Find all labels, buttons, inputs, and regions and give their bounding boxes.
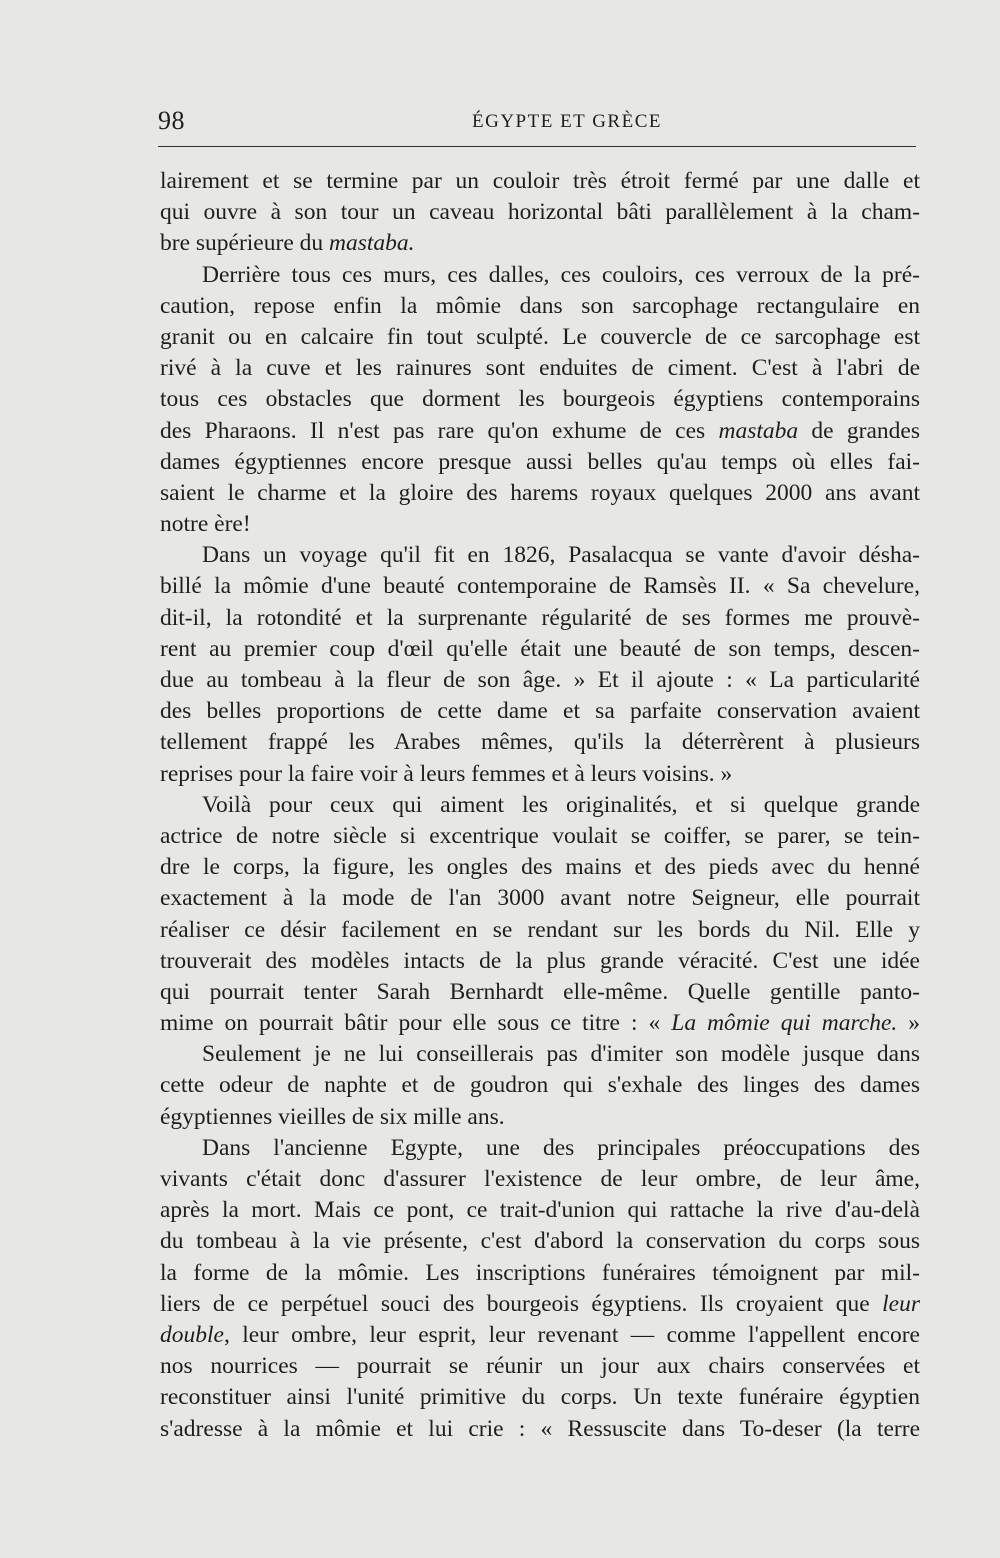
text-line: dit-il, la rotondité et la surprenante régularité de ses formes me prouvè- (160, 604, 920, 631)
text-line: réaliser ce désir facilement en se rendant sur les bords du Nil. Elle y (160, 916, 920, 943)
italic-term: leur (882, 1290, 920, 1317)
text-line: granit ou en calcaire fin tout sculpté. Le couvercle de ce sarcophage est (160, 323, 920, 350)
italic-title: La mômie qui marche. (671, 1010, 898, 1037)
header-rule (158, 146, 916, 147)
text-line: Voilà pour ceux qui aiment les originalités, et si quelque grande (202, 791, 920, 818)
text-line: due au tombeau à la fleur de son âge. » Et il ajoute : « La particularité (160, 667, 920, 693)
text-line: vivants c'était donc d'assurer l'existence de leur ombre, de leur âme, (160, 1166, 920, 1192)
text-line: des Pharaons. Il n'est pas rare qu'on exhume de ces mastaba de grandes (160, 417, 920, 444)
text-line: Derrière tous ces murs, ces dalles, ces couloirs, ces verroux de la pré- (202, 261, 920, 288)
text-line: mime on pourrait bâtir pour elle sous ce titre : « La mômie qui marche. » (160, 1010, 920, 1037)
text-line: caution, repose enfin la mômie dans son sarcophage rectangulaire en (160, 292, 920, 319)
text-line: dames égyptiennes encore presque aussi belles qu'au temps où elles fai- (160, 448, 920, 475)
text-line: nos nourrices — pourrait se réunir un jour aux chairs conservées et (160, 1353, 920, 1380)
text-line: cette odeur de naphte et de goudron qui s'exhale des linges des dames (160, 1072, 920, 1099)
text-line: la forme de la mômie. Les inscriptions funéraires témoignent par mil- (160, 1259, 920, 1286)
text-line: tellement frappé les Arabes mêmes, qu'ils la déterrèrent à plusieurs (160, 729, 920, 756)
text-line: dre le corps, la figure, les ongles des mains et des pieds avec du henné (160, 854, 920, 881)
text-line: liers de ce perpétuel souci des bourgeois égyptiens. Ils croyaient que leur (160, 1290, 920, 1317)
italic-term: double (160, 1321, 224, 1348)
text-line: qui pourrait tenter Sarah Bernhardt elle-même. Quelle gentille panto- (160, 978, 920, 1005)
text-line: Dans un voyage qu'il fit en 1826, Pasalacqua se vante d'avoir désha- (202, 542, 920, 569)
text-line: trouverait des modèles intacts de la plus grande véracité. C'est une idée (160, 947, 920, 974)
text-line: reconstituer ainsi l'unité primitive du corps. Un texte funéraire égyptien (160, 1384, 920, 1411)
text-line: s'adresse à la mômie et lui crie : « Ressuscite dans To-deser (la terre (160, 1415, 920, 1442)
text-line: notre ère! (160, 511, 251, 538)
text-line: rent au premier coup d'œil qu'elle était une beauté de son temps, descen- (160, 635, 920, 662)
text-line: égyptiennes vieilles de six mille ans. (160, 1103, 505, 1130)
italic-term: mastaba. (329, 230, 415, 257)
text-line: Seulement je ne lui conseillerais pas d'imiter son modèle jusque dans (202, 1041, 920, 1068)
body-text (160, 166, 920, 1445)
text-line: lairement et se termine par un couloir très étroit fermé par une dalle et (160, 168, 920, 194)
text-line: après la mort. Mais ce pont, ce trait-d'union qui rattache la rive d'au-delà (160, 1197, 920, 1224)
running-title: ÉGYPTE ET GRÈCE (472, 111, 662, 132)
italic-term: mastaba (718, 417, 799, 444)
page-number: 98 (158, 106, 185, 135)
text-line: exactement à la mode de l'an 3000 avant notre Seigneur, elle pourrait (160, 885, 920, 912)
text-line: rivé à la cuve et les rainures sont enduites de ciment. C'est à l'abri de (160, 355, 920, 382)
text-line: actrice de notre siècle si excentrique voulait se coiffer, se parer, se tein- (160, 822, 920, 849)
text-line: Dans l'ancienne Egypte, une des principales préoccupations des (202, 1134, 920, 1161)
page-header (158, 104, 916, 144)
text-line: billé la mômie d'une beauté contemporaine de Ramsès II. « Sa chevelure, (160, 573, 920, 600)
text-line: bre supérieure du mastaba. (160, 230, 415, 257)
text-line: des belles proportions de cette dame et sa parfaite conservation avaient (160, 698, 920, 725)
text-line: saient le charme et la gloire des harems royaux quelques 2000 ans avant (160, 479, 920, 506)
text-line: double, leur ombre, leur esprit, leur revenant — comme l'appellent encore (160, 1321, 920, 1348)
text-line: du tombeau à la vie présente, c'est d'abord la conservation du corps sous (160, 1228, 920, 1255)
text-line: reprises pour la faire voir à leurs femmes et à leurs voisins. » (160, 760, 733, 787)
text-line: qui ouvre à son tour un caveau horizontal bâti parallèlement à la cham- (160, 199, 920, 226)
text-line: tous ces obstacles que dorment les bourgeois égyptiens contemporains (160, 386, 920, 413)
